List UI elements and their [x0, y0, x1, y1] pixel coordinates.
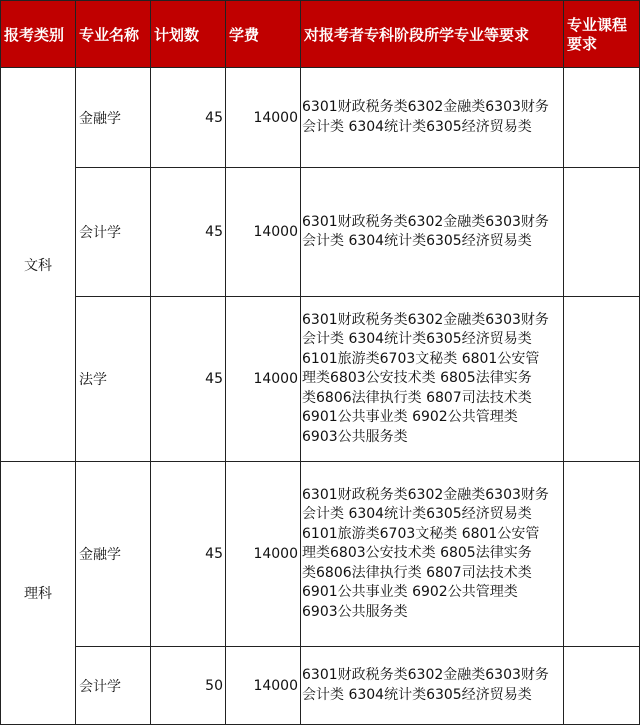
- course-req-cell: [564, 168, 640, 297]
- category-cell: 文科: [1, 68, 76, 462]
- plan-cell: 50: [151, 647, 226, 725]
- course-req-cell: [564, 68, 640, 168]
- requirement-line: 6901公共事业类 6902公共管理类: [302, 409, 518, 426]
- major-cell: 金融学: [76, 462, 151, 647]
- requirement-line: 6301财政税务类6302金融类6303财务: [302, 667, 549, 683]
- header-category: 报考类别: [1, 1, 76, 68]
- tuition-cell: 14000: [226, 68, 301, 168]
- table-row: [1, 297, 640, 462]
- requirement-line: 6101旅游类6703文秘类 6801公安管: [302, 525, 540, 542]
- requirement-line: 会计类 6304统计类6305经济贸易类: [302, 686, 532, 703]
- requirement-line: 类6806法律执行类 6807司法技术类: [302, 389, 532, 406]
- table-row: [1, 647, 640, 725]
- requirement-line: 会计类 6304统计类6305经济贸易类: [302, 118, 532, 135]
- requirement-line: 理类6803公安技术类 6805法律实务: [302, 370, 532, 387]
- header-requirement: 对报考者专科阶段所学专业等要求: [301, 1, 564, 68]
- plan-cell: 45: [151, 68, 226, 168]
- requirement-cell: [301, 647, 564, 725]
- requirement-line: 会计类 6304统计类6305经济贸易类: [302, 233, 532, 249]
- plan-cell: 45: [151, 462, 226, 647]
- course-req-cell: [564, 462, 640, 647]
- tuition-cell: 14000: [226, 647, 301, 725]
- course-req-cell: [564, 297, 640, 462]
- table-row: [1, 168, 640, 297]
- table-row: [1, 68, 640, 168]
- plan-cell: 45: [151, 168, 226, 297]
- header-major: 专业名称: [76, 1, 151, 68]
- requirement-line: 6301财政税务类6302金融类6303财务: [302, 213, 549, 230]
- requirement-line: 理类6803公安技术类 6805法律实务: [302, 545, 532, 562]
- requirement-line: 6901公共事业类 6902公共管理类: [302, 584, 518, 601]
- plan-cell: 45: [151, 297, 226, 462]
- major-cell: 法学: [76, 297, 151, 462]
- table-row: [1, 462, 640, 647]
- requirement-line: 会计类 6304统计类6305经济贸易类: [302, 331, 532, 348]
- requirement-line: 6301财政税务类6302金融类6303财务: [302, 99, 549, 115]
- tuition-cell: 14000: [226, 297, 301, 462]
- requirement-cell: [301, 168, 564, 297]
- course-req-cell: [564, 647, 640, 725]
- major-cell: 会计学: [76, 168, 151, 297]
- requirement-cell: [301, 68, 564, 168]
- requirement-line: 类6806法律执行类 6807司法技术类: [302, 564, 532, 581]
- requirement-line: 6903公共服务类: [302, 428, 408, 445]
- header-tuition: 学费: [226, 1, 301, 68]
- category-cell: 理科: [1, 462, 76, 725]
- header-row: [1, 1, 640, 68]
- requirement-line: 6301财政税务类6302金融类6303财务: [302, 311, 549, 328]
- header-plan: 计划数: [151, 1, 226, 68]
- requirement-cell: [301, 462, 564, 647]
- requirement-line: 6301财政税务类6302金融类6303财务: [302, 486, 549, 503]
- requirement-cell: [301, 297, 564, 462]
- tuition-cell: 14000: [226, 462, 301, 647]
- header-course-req: 专业课程要求: [564, 1, 640, 68]
- major-cell: 会计学: [76, 647, 151, 725]
- tuition-cell: 14000: [226, 168, 301, 297]
- requirement-line: 6903公共服务类: [302, 603, 408, 620]
- requirement-line: 会计类 6304统计类6305经济贸易类: [302, 506, 532, 523]
- requirement-line: 6101旅游类6703文秘类 6801公安管: [302, 350, 540, 367]
- major-cell: 金融学: [76, 68, 151, 168]
